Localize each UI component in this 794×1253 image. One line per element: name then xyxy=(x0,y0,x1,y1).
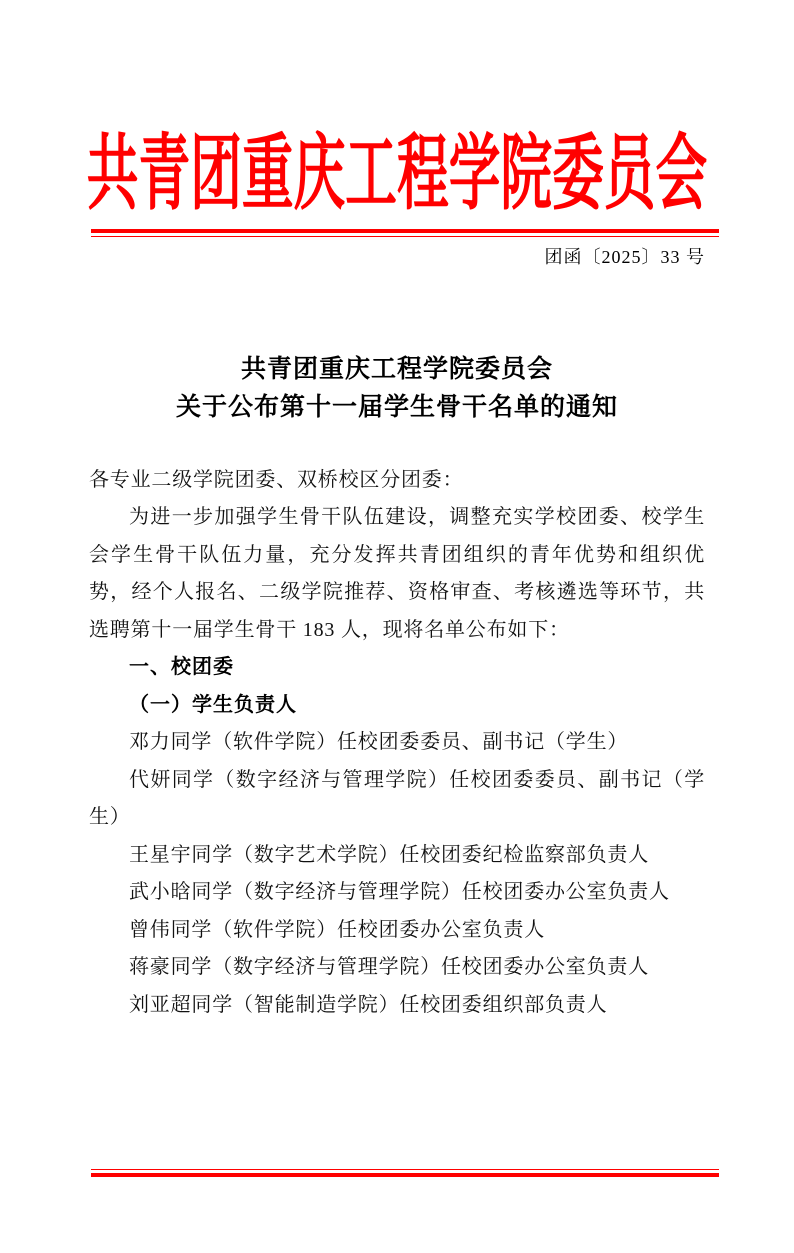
letterhead-title: 共青团重庆工程学院委员会 xyxy=(86,127,708,219)
red-separator-bottom xyxy=(91,1169,719,1177)
intro-paragraph: 为进一步加强学生骨干队伍建设，调整充实学校团委、校学生会学生骨干队伍力量，充分发挥共青团组织的青年优势和组织优势，经个人报名、二级学院推荐、资格审查、考核遴选等环节，共选聘第十一届学生骨干 183 人，现将名单公布如下： xyxy=(89,506,705,641)
notice-title xyxy=(89,351,705,427)
salutation: 各专业二级学院团委、双桥校区分团委： xyxy=(89,468,464,491)
list-item: 邓力同学（软件学院）任校团委委员、副书记（学生） xyxy=(129,731,629,753)
list-item: 王星宇同学（数字艺术学院）任校团委纪检监察部负责人 xyxy=(129,843,649,866)
notice-body xyxy=(89,462,705,1025)
document-page xyxy=(0,127,794,1253)
notice-title-line2: 关于公布第十一届学生骨干名单的通知 xyxy=(175,393,618,421)
document-number: 团函〔2025〕33 号 xyxy=(544,246,705,267)
subsection-heading: （一）学生负责人 xyxy=(129,693,297,716)
red-separator-top xyxy=(91,229,719,237)
list-item: 代妍同学（数字经济与管理学院）任校团委委员、副书记（学生） xyxy=(89,768,705,828)
list-item: 蒋豪同学（数字经济与管理学院）任校团委办公室负责人 xyxy=(129,956,649,978)
entry-list xyxy=(89,724,705,1024)
notice-title-line1: 共青团重庆工程学院委员会 xyxy=(240,355,553,383)
list-item: 刘亚超同学（智能制造学院）任校团委组织部负责人 xyxy=(129,993,608,1016)
letterhead xyxy=(86,127,708,219)
list-item: 曾伟同学（软件学院）任校团委办公室负责人 xyxy=(129,918,545,941)
section-heading: 一、校团委 xyxy=(129,656,234,678)
list-item: 武小晗同学（数字经济与管理学院）任校团委办公室负责人 xyxy=(129,881,670,903)
